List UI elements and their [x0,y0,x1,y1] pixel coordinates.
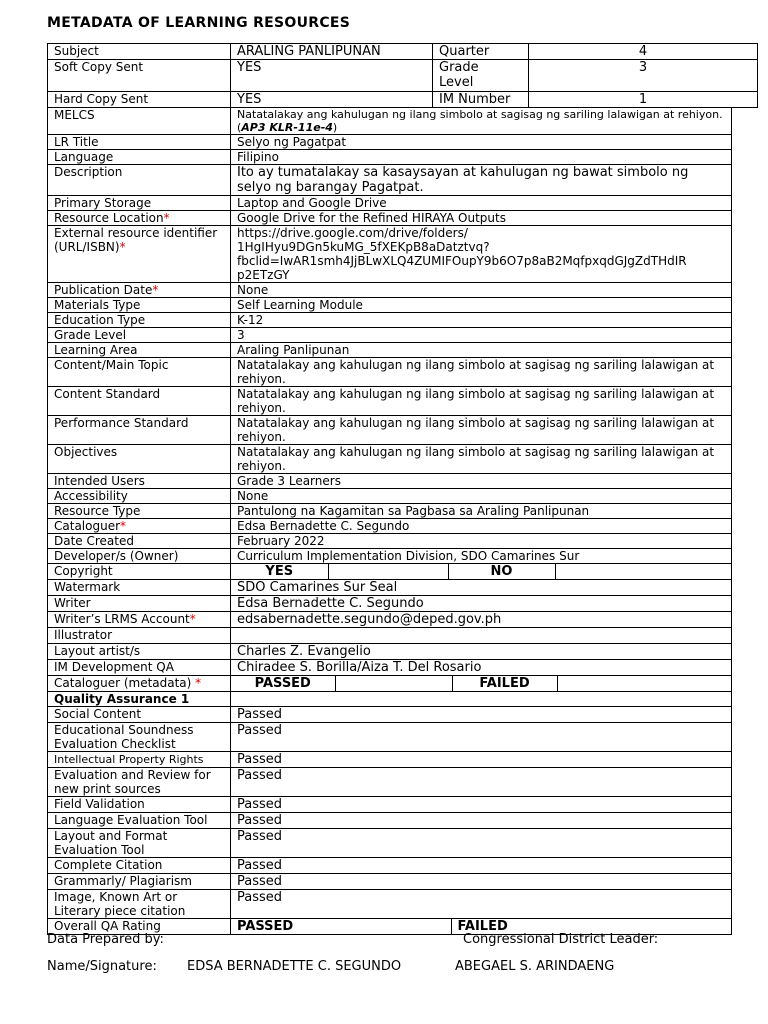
district-leader-label: Congressional District Leader: [463,932,659,947]
row-value: Ito ay tumatalakay sa kasaysayan at kahulugan ng bawat simbolo ng selyo ng barangay Pagatpat. [231,165,732,196]
row-label [48,612,231,628]
table-row [48,829,732,858]
row-label: Layout and Format Evaluation Tool [48,829,231,858]
row-label: Evaluation and Review for new print sources [48,768,231,797]
row-label-text: Publication Date [54,283,153,297]
row-value: 3 [231,328,732,343]
row-value: Natatalakay ang kahulugan ng ilang simbolo at sagisag ng sariling lalawigan at rehiyon. [231,445,732,474]
row-label: Layout artist/s [48,644,231,660]
qa1-heading: Quality Assurance 1 [48,692,231,707]
cataloguer-failed-box [557,676,732,691]
row-label: Grade Level [48,328,231,343]
table-row [48,445,732,474]
table-row [48,343,732,358]
melcs-value [231,108,732,135]
row-value: None [231,489,732,504]
name-signature-label: Name/Signature: [47,959,157,974]
row-label: Copyright [48,564,231,580]
row-value: Laptop and Google Drive [231,196,732,211]
row-label: Illustrator [48,628,231,644]
copyright-yes-box [328,564,448,579]
grade-label: Grade Level [433,60,529,92]
row-label: Developer/s (Owner) [48,549,231,564]
copyright-subtable [231,564,732,579]
summary-table [47,43,758,108]
qa1-empty [231,692,732,707]
row-value: edsabernadette.segundo@deped.gov.ph [231,612,732,628]
row-label: Resource Type [48,504,231,519]
row-label [48,283,231,298]
row-value: Passed [231,752,732,768]
row-label: Educational Soundness Evaluation Checklist [48,723,231,752]
quarter-label: Quarter [433,44,529,60]
row-label: Social Content [48,707,231,723]
required-asterisk: * [119,240,126,254]
row-value: Passed [231,813,732,829]
preparer-name: EDSA BERNADETTE C. SEGUNDO [187,959,402,974]
table-row [48,752,732,768]
table-row [48,660,732,676]
row-label: Accessibility [48,489,231,504]
grade-value: 3 [529,60,758,92]
softcopy-label: Soft Copy Sent [48,60,231,92]
melcs-close: ) [332,121,338,134]
row-value: None [231,283,732,298]
table-row [48,797,732,813]
table-row [48,226,732,283]
cataloguer-meta-row [48,676,732,692]
melcs-code: AP3 KLR-11e-4 [241,121,333,134]
melcs-row [48,108,732,135]
row-value: Natatalakay ang kahulugan ng ilang simbolo at sagisag ng sariling lalawigan at rehiyon. [231,416,732,445]
copyright-row [48,564,732,580]
hardcopy-label: Hard Copy Sent [48,92,231,108]
row-value: Self Learning Module [231,298,732,313]
row-label: Language [48,150,231,165]
row-value: Google Drive for the Refined HIRAYA Outputs [231,211,732,226]
row-label: Intended Users [48,474,231,489]
row-value: February 2022 [231,534,732,549]
row-label: Watermark [48,580,231,596]
row-label: Complete Citation [48,858,231,874]
table-row [48,489,732,504]
table-row [48,135,732,150]
document-title: METADATA OF LEARNING RESOURCES [47,15,351,31]
table-row [48,580,732,596]
table-row [48,358,732,387]
row-label-text: Writer’s LRMS Account [54,612,190,626]
table-row [48,519,732,534]
row-label [48,211,231,226]
row-value: Araling Panlipunan [231,343,732,358]
row-label: Performance Standard [48,416,231,445]
row-value [231,628,732,644]
softcopy-value: YES [231,60,433,92]
row-value: Filipino [231,150,732,165]
row-value: Curriculum Implementation Division, SDO Camarines Sur [231,549,732,564]
row-label-text: Cataloguer [54,519,121,533]
table-row [48,211,732,226]
table-row [48,534,732,549]
row-label: Objectives [48,445,231,474]
row-value: Pantulong na Kagamitan sa Pagbasa sa Araling Panlipunan [231,504,732,519]
table-row [48,474,732,489]
required-asterisk: * [120,519,127,533]
overall-failed: FAILED [457,919,508,934]
row-label: Learning Area [48,343,231,358]
row-value: Edsa Bernadette C. Segundo [231,596,732,612]
row-value: Passed [231,768,732,797]
table-row [48,196,732,211]
table-row [48,768,732,797]
melcs-text: Natatalakay ang kahulugan ng ilang simbolo at sagisag ng sariling lalawigan at rehiyon. ( [237,108,723,134]
table-row [48,890,732,919]
copyright-no: NO [448,564,555,579]
row-value: Natatalakay ang kahulugan ng ilang simbolo at sagisag ng sariling lalawigan at rehiyon. [231,358,732,387]
hardcopy-value: YES [231,92,433,108]
hardcopy-row [48,92,758,108]
row-value: Grade 3 Learners [231,474,732,489]
table-row [48,628,732,644]
row-value: Passed [231,723,732,752]
cataloguer-options [231,676,732,692]
table-row [48,283,732,298]
table-row [48,313,732,328]
melcs-label: MELCS [48,108,231,135]
row-label: Date Created [48,534,231,549]
row-value: Chiradee S. Borilla/Aiza T. Del Rosario [231,660,732,676]
row-label: Field Validation [48,797,231,813]
row-label-text: Resource Location [54,211,164,225]
row-value: Passed [231,874,732,890]
table-row [48,596,732,612]
table-row [48,150,732,165]
im-value: 1 [529,92,758,108]
row-value: Natatalakay ang kahulugan ng ilang simbolo at sagisag ng sariling lalawigan at rehiyon. [231,387,732,416]
table-row [48,723,732,752]
row-value: Charles Z. Evangelio [231,644,732,660]
table-row [48,298,732,313]
row-label [48,519,231,534]
table-row [48,416,732,445]
required-asterisk: * [195,676,202,690]
row-label-text: External resource identifier (URL/ISBN) [54,226,218,254]
row-label: LR Title [48,135,231,150]
subject-row [48,44,758,60]
leader-name: ABEGAEL S. ARINDAENG [455,959,615,974]
data-prepared-label: Data Prepared by: [47,932,164,947]
row-label: IM Development QA [48,660,231,676]
table-row [48,874,732,890]
qa1-row [48,692,732,707]
row-label: Primary Storage [48,196,231,211]
row-label: Image, Known Art or Literary piece citation [48,890,231,919]
row-label: Content Standard [48,387,231,416]
quarter-value: 4 [529,44,758,60]
table-row [48,707,732,723]
overall-passed: PASSED [231,919,451,934]
required-asterisk: * [189,612,196,626]
subject-label: Subject [48,44,231,60]
cataloguer-subtable [231,676,732,691]
table-row [48,644,732,660]
table-row [48,165,732,196]
softcopy-row [48,60,758,92]
row-value: Edsa Bernadette C. Segundo [231,519,732,534]
table-row [48,813,732,829]
copyright-options [231,564,732,580]
row-label: Language Evaluation Tool [48,813,231,829]
row-label: Description [48,165,231,196]
copyright-yes: YES [231,564,328,579]
row-label: Grammarly/ Plagiarism [48,874,231,890]
table-row [48,858,732,874]
cataloguer-passed: PASSED [231,676,335,691]
table-row [48,387,732,416]
row-value: Selyo ng Pagatpat [231,135,732,150]
copyright-no-box [555,564,732,579]
metadata-table [47,107,732,935]
table-row [48,504,732,519]
im-label: IM Number [433,92,529,108]
row-label [48,676,231,692]
row-value: Passed [231,890,732,919]
row-value: Passed [231,858,732,874]
row-label: Materials Type [48,298,231,313]
table-row [48,328,732,343]
required-asterisk: * [163,211,170,225]
url-value: https://drive.google.com/drive/folders/ 1HgIHyu9DGn5kuMG_5fXEKpB8aDatztvq? fbclid=IwAR1smh4JjBLwXLQ4ZUMIFOupY9b6O7p8aB2MqfpxqdGJgZdTHdIR p2ETzGY [231,226,732,283]
subject-value: ARALING PANLIPUNAN [231,44,433,60]
row-label-text: Cataloguer (metadata) [54,676,196,690]
required-asterisk: * [152,283,159,297]
row-label: Writer [48,596,231,612]
row-value: Passed [231,797,732,813]
row-label: Content/Main Topic [48,358,231,387]
row-label [48,226,231,283]
cataloguer-passed-box [335,676,452,691]
row-value: Passed [231,707,732,723]
row-label: Education Type [48,313,231,328]
row-label: Overall QA Rating [48,919,231,935]
cataloguer-failed: FAILED [452,676,557,691]
row-value: Passed [231,829,732,858]
row-label: Intellectual Property Rights [48,752,231,768]
row-value: SDO Camarines Sur Seal [231,580,732,596]
table-row [48,549,732,564]
table-row [48,612,732,628]
row-value: K-12 [231,313,732,328]
